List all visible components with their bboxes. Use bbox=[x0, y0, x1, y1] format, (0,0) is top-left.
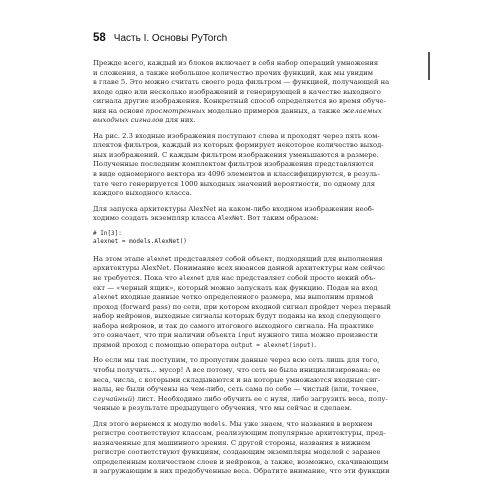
inline-code: AlexNet bbox=[217, 215, 244, 223]
text-line bbox=[93, 205, 429, 215]
text-segment: ект — «черный ящик», который можно запускать как функцию. Подав на вход bbox=[93, 283, 378, 292]
text-line bbox=[93, 366, 429, 376]
inline-code: alexnet bbox=[93, 294, 119, 302]
text-segment: каждого выходного класса. bbox=[93, 189, 192, 198]
text-line bbox=[93, 448, 429, 458]
code-listing bbox=[93, 230, 429, 247]
emphasis-text: желаемых bbox=[342, 106, 382, 115]
inline-code: alexnet bbox=[146, 255, 172, 263]
page-body bbox=[93, 59, 429, 483]
text-line bbox=[93, 404, 429, 414]
page-header bbox=[93, 32, 227, 46]
text-segment: набора нейронов, и так до самого итогового выходного сигнала. На практике bbox=[93, 321, 374, 330]
text-segment: регистре соответствуют функциям, создающим экземпляры моделей с заранее bbox=[93, 448, 381, 457]
text-line bbox=[93, 303, 429, 313]
text-line bbox=[93, 341, 429, 351]
text-line bbox=[93, 376, 429, 386]
page-number: 58 bbox=[93, 32, 106, 44]
text-line bbox=[93, 420, 429, 430]
text-segment: регистре соответствуют классам, реализующим популярные архитектуры, пред- bbox=[93, 429, 386, 438]
inline-code: alexnet bbox=[179, 275, 205, 283]
text-segment: Но если мы так поступим, то пропустим данные через всю сеть лишь для того, bbox=[93, 356, 380, 365]
emphasis-text: просмотренных bbox=[145, 106, 206, 115]
text-line bbox=[93, 264, 429, 274]
text-line bbox=[93, 429, 429, 439]
text-segment: . Мы уже знаем, что названия в верхнем bbox=[225, 419, 373, 428]
text-line bbox=[93, 385, 429, 395]
paragraph bbox=[93, 255, 429, 350]
text-line bbox=[93, 170, 429, 180]
text-segment: и загружающим в них предобученные веса. Обратите внимание, что эти функции bbox=[93, 467, 390, 476]
text-segment: налы, не были обучены на чем-либо, сеть сама по себе — чистый (или, точнее, bbox=[93, 385, 379, 394]
emphasis-text: случайный bbox=[93, 394, 133, 403]
emphasis-text: выходных сигналов bbox=[93, 116, 164, 125]
text-line bbox=[93, 132, 429, 142]
text-segment: Для этого вернемся к модулю bbox=[93, 419, 204, 428]
inline-code: input bbox=[237, 332, 256, 340]
text-segment: сигнала другие изображения. Конкретный способ определяется во время обуче- bbox=[93, 97, 386, 106]
text-segment: Для запуска архитектуры AlexNet на каком-либо входном изображении необ- bbox=[93, 204, 375, 213]
text-line bbox=[93, 274, 429, 284]
text-segment: назначенные для машинного зрения. С другой стороны, названия в нижнем bbox=[93, 438, 371, 447]
text-line bbox=[93, 141, 429, 151]
code-line: # In[3]: bbox=[93, 229, 122, 237]
text-segment: ния на основе bbox=[93, 106, 146, 115]
text-segment: проход (forward pass) по сети, при котором входной сигнал пройдет через первый bbox=[93, 302, 391, 311]
text-segment: тате чего генерируется 1000 выходных значений вероятности, по одному для bbox=[93, 179, 376, 188]
paragraph bbox=[93, 205, 429, 224]
text-segment: для нас представляет собой просто некий объ- bbox=[204, 274, 376, 283]
text-segment: прямой проход с помощью оператора bbox=[93, 340, 232, 349]
running-head: Часть I. Основы PyTorch bbox=[113, 33, 228, 44]
text-segment: входные данные четко определенного размера, мы выполним прямой bbox=[118, 293, 374, 302]
text-line bbox=[93, 214, 429, 224]
paragraph bbox=[93, 356, 429, 413]
text-segment: ченные в результате предыдущего обучения, что мы сейчас и сделаем. bbox=[93, 404, 352, 413]
text-segment: в главе 5. Это можно считать своего рода фильтром — функцией, получающей на bbox=[93, 78, 390, 87]
text-segment: входе одно или несколько изображений и генерирующей в качестве выходного bbox=[93, 87, 381, 96]
text-segment: для них. bbox=[163, 116, 196, 125]
text-line bbox=[93, 312, 429, 322]
text-segment: не требуется. Пока что bbox=[93, 274, 180, 283]
text-line bbox=[93, 59, 429, 69]
text-segment: и сложения, а также небольшое количество прочих функций, как мы увидим bbox=[93, 68, 374, 77]
text-line bbox=[93, 356, 429, 366]
text-segment: Полученные последним комплектом фильтров изображения представляются bbox=[93, 160, 374, 169]
paragraph-group-2 bbox=[93, 255, 429, 477]
text-line bbox=[93, 107, 429, 117]
text-segment: нужного типа можно произвести bbox=[255, 331, 378, 340]
text-segment: веса, числа, с которыми складываются и на которые умножаются входные сиг- bbox=[93, 375, 381, 384]
text-line bbox=[93, 78, 429, 88]
paragraph bbox=[93, 420, 429, 477]
code-line: alexnet = models.AlexNet() bbox=[93, 238, 187, 246]
text-line bbox=[93, 160, 429, 170]
text-segment: Прежде всего, каждый из блоков включает в себя набор операций умножения bbox=[93, 59, 379, 67]
text-line bbox=[93, 116, 429, 126]
text-segment: в виде одномерного вектора из 4096 элементов и классифицируются, в резуль- bbox=[93, 170, 380, 179]
text-segment: набор нейронов, выходные сигналы которых будут поданы на вход следующего bbox=[93, 312, 381, 321]
text-line bbox=[93, 395, 429, 405]
inline-code: models bbox=[203, 420, 226, 428]
text-segment: чтобы получить... мусор! А все потому, что сеть не была инициализирована: ее bbox=[93, 365, 381, 374]
text-line bbox=[93, 439, 429, 449]
text-segment: ходимо создать экземпляр класса bbox=[93, 214, 218, 223]
text-segment: . Вот таким образом: bbox=[243, 214, 319, 223]
text-line bbox=[93, 180, 429, 190]
text-segment: определенным количеством слоев и нейронов, а также, возможно, скачивающим bbox=[93, 457, 389, 466]
text-line bbox=[93, 322, 429, 332]
text-line bbox=[93, 331, 429, 341]
text-line bbox=[93, 255, 429, 265]
text-line bbox=[93, 293, 429, 303]
text-segment: ) лист. Необходимо либо обучить ее с нуля, либо загрузить веса, полу- bbox=[132, 394, 388, 403]
text-line bbox=[93, 97, 429, 107]
text-segment: это означает, что при наличии объекта bbox=[93, 331, 238, 340]
text-segment: ных изображений. С каждым фильтром изображения уменьшаются в размере. bbox=[93, 150, 379, 159]
text-line bbox=[93, 189, 429, 199]
paragraph bbox=[93, 132, 429, 199]
text-line bbox=[93, 284, 429, 294]
text-line bbox=[93, 88, 429, 98]
text-line bbox=[93, 151, 429, 161]
paragraph bbox=[93, 59, 429, 126]
text-line bbox=[93, 458, 429, 468]
text-segment: плектов фильтров, каждый из которых формирует некоторое количество выход- bbox=[93, 141, 384, 150]
text-segment: представляет собой объект, подходящий для выполнения bbox=[171, 254, 383, 263]
text-segment: На рис. 2.3 входные изображения поступают слева и проходят через пять ком- bbox=[93, 131, 380, 140]
text-segment: архитектуры AlexNet. Понимание всех нюансов данной архитектуры нам сейчас bbox=[93, 264, 385, 273]
text-line bbox=[93, 69, 429, 79]
text-segment: На этом этапе bbox=[93, 254, 147, 263]
inline-code: output = alexnet(input) bbox=[231, 341, 315, 349]
text-line bbox=[93, 467, 429, 477]
text-segment: модельно примеров данных, а также bbox=[205, 106, 343, 115]
text-segment: . bbox=[314, 340, 317, 349]
paragraph-group-1 bbox=[93, 59, 429, 224]
